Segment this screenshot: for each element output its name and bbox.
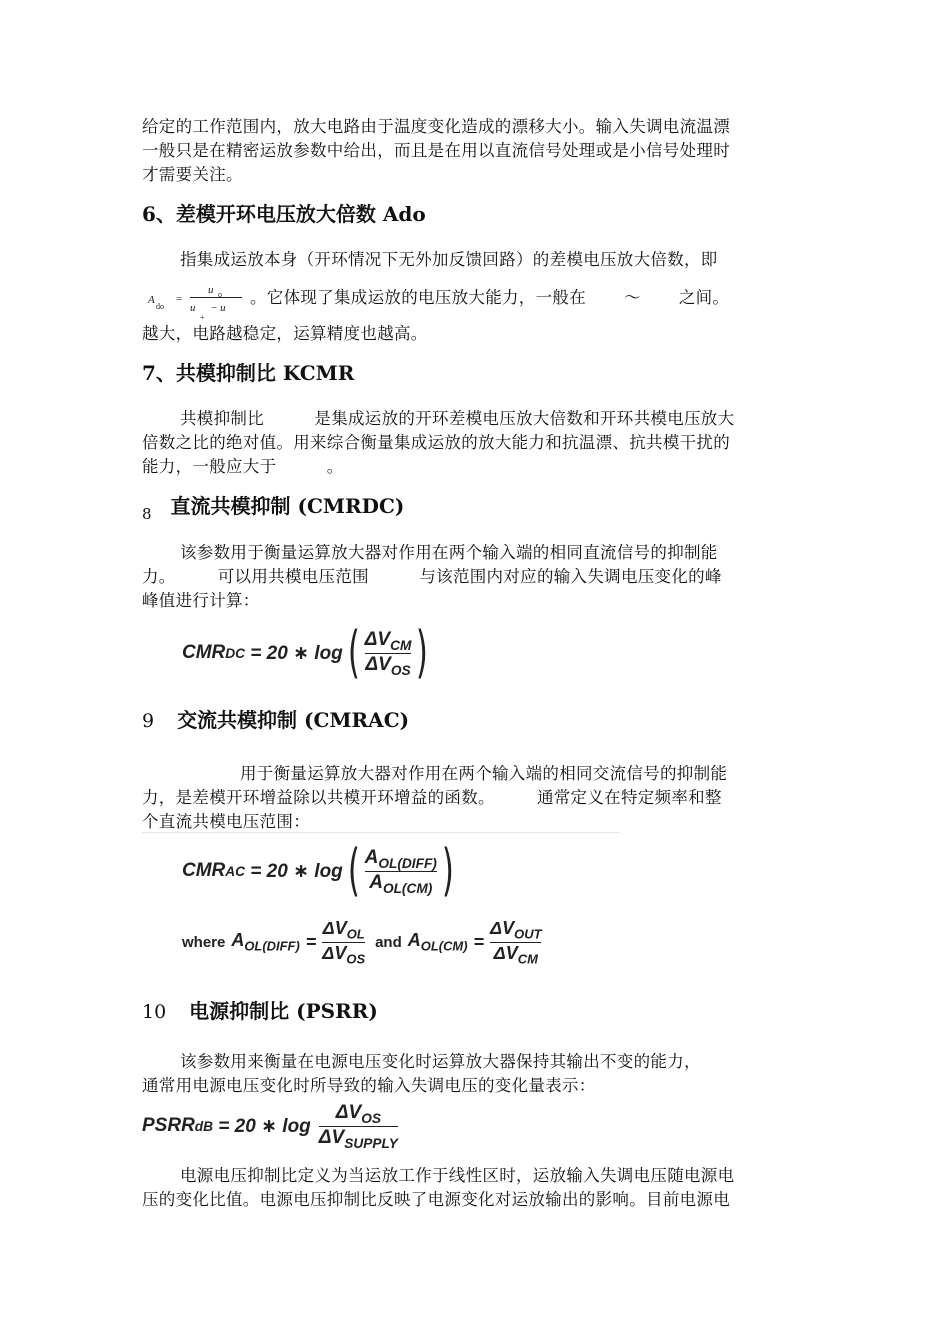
- section-8-paragraph: [142, 541, 810, 613]
- text-line: 该参数用于衡量运算放大器对作用在两个输入端的相同直流信号的抑制能: [180, 543, 718, 562]
- intro-paragraph: [142, 115, 810, 187]
- section-number: 9: [142, 710, 155, 732]
- section-9-heading: [142, 706, 409, 735]
- section-abbr: (CMRDC): [297, 494, 405, 518]
- text-line: 一般只是在精密运放参数中给出，而且是在用以直流信号处理或是小信号处理时: [142, 141, 730, 160]
- divider: [142, 832, 620, 833]
- text-line: 力，是差模开环增益除以共模开环增益的函数。 通常定义在特定频率和整: [142, 788, 722, 807]
- section-number: 8: [142, 505, 152, 523]
- section-number: 10: [142, 1001, 167, 1023]
- text-line: 电源电压抑制比定义为当运放工作于线性区时，运放输入失调电压随电源电: [180, 1166, 735, 1185]
- section-10-paragraph: [142, 1050, 810, 1098]
- right-paren: ): [441, 838, 454, 903]
- section-7-paragraph: [142, 407, 810, 479]
- fraction: $\frac{\Delta V_{OS}}{\Delta V_{SUPPLY}}$: [318, 1101, 398, 1151]
- fraction: $\frac{A_{OL(DIFF)}}{A_{OL(CM)}}$: [364, 846, 437, 896]
- fraction: $\frac{\Delta V_{OUT}}{\Delta V_{CM}}$: [490, 917, 542, 967]
- text-line: 才需要关注。: [142, 165, 243, 184]
- section-separator: 、: [155, 202, 176, 226]
- section-abbr: Ado: [382, 202, 426, 226]
- section-abbr: (PSRR): [296, 999, 378, 1023]
- section-title: 差模开环电压放大倍数: [175, 202, 376, 226]
- text-line: 能力，一般应大于 。: [142, 457, 344, 476]
- section-abbr: (CMRAC): [304, 708, 410, 732]
- text-line: 个直流共模电压范围：: [142, 812, 310, 831]
- text-line: 压的变化比值。电源电压抑制比反映了电源变化对运放输出的影响。目前电源电: [142, 1190, 730, 1209]
- section-title: 共模抑制比: [175, 361, 276, 385]
- right-paren: ): [416, 620, 429, 685]
- psrr-formula: PSRR dB = 20 ∗ log $\frac{\Delta V_{OS}}{\Delta V_{SUPPLY}}$: [142, 1101, 398, 1151]
- text-line: 共模抑制比 是集成运放的开环差模电压放大倍数和开环共模电压放大: [180, 409, 735, 428]
- cmrac-formula: CMR AC = 20 ∗ log ( $\frac{A_{OL(DIFF)}}{A_{OL(CM)}}$ ): [182, 838, 454, 903]
- section-10-closing: [142, 1164, 810, 1212]
- section-title: 交流共模抑制: [177, 708, 298, 732]
- ado-formula: A do = u o u + − u: [146, 284, 256, 324]
- fraction: $\frac{\Delta V_{CM}}{\Delta V_{OS}}$: [364, 628, 412, 678]
- text-line: 给定的工作范围内，放大电路由于温度变化造成的漂移大小。输入失调电流温漂: [142, 117, 730, 136]
- section-8-heading: [142, 492, 404, 528]
- text-line: 指集成运放本身（开环情况下无外加反馈回路）的差模电压放大倍数，即: [180, 250, 718, 269]
- section-title: 电源抑制比: [189, 999, 290, 1023]
- section-6-heading: [142, 200, 426, 228]
- section-10-heading: [142, 997, 378, 1026]
- text-line: 用于衡量运算放大器对作用在两个输入端的相同交流信号的抑制能: [240, 764, 728, 783]
- section-6-paragraph: [142, 248, 810, 272]
- text-line: 力。 可以用共模电压范围 与该范围内对应的输入失调电压变化的峰: [142, 567, 722, 586]
- section-number: 6: [142, 202, 156, 226]
- section-separator: 、: [155, 361, 176, 385]
- cmrdc-formula: CMR DC = 20 ∗ log ( $\frac{\Delta V_{CM}}{\Delta V_{OS}}$ ): [182, 620, 429, 685]
- section-7-heading: [142, 359, 354, 387]
- text-line: 倍数之比的绝对值。用来综合衡量集成运放的放大能力和抗温漂、抗共模干扰的: [142, 433, 730, 452]
- text-line: 通常用电源电压变化时所导致的输入失调电压的变化量表示：: [142, 1076, 596, 1095]
- left-paren: (: [347, 620, 360, 685]
- section-title: 直流共模抑制: [170, 494, 291, 518]
- text-line: 该参数用来衡量在电源电压变化时运算放大器保持其输出不变的能力，: [180, 1052, 701, 1071]
- fraction: $\frac{\Delta V_{OL}}{\Delta V_{OS}}$: [322, 917, 366, 967]
- section-6-line-2: 。它体现了集成运放的电压放大能力，一般在 ～ 之间。: [250, 288, 730, 307]
- text-line: 峰值进行计算：: [142, 591, 260, 610]
- left-paren: (: [347, 838, 360, 903]
- aol-definition-formula: where $A_{OL(DIFF)}$ = $\frac{\Delta V_{OL}}{\Delta V_{OS}}$ and $A_{OL(CM)}$ = $\frac{\Delta V_{OUT}}{\Delta V_{CM}}$: [182, 917, 542, 967]
- section-abbr: KCMR: [282, 361, 355, 385]
- section-number: 7: [142, 361, 156, 385]
- fraction-bar: [190, 297, 242, 298]
- section-9-paragraph: [142, 762, 810, 834]
- section-6-line-3: 越大，电路越稳定，运算精度也越高。: [142, 324, 428, 343]
